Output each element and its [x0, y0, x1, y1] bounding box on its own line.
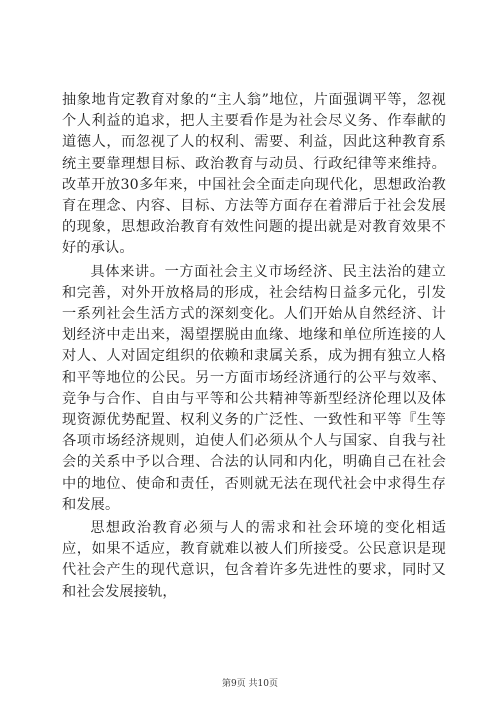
paragraph-2: 具体来讲。一方面社会主义市场经济、民主法治的建立和完善，对外开放格局的形成，社会结构日益多元化，引发一系列社会生活方式的深刻变化。人们开始从自然经济、计划经济中走出来，渴望摆脱由血缘、地缘和单位所连接的人对人、人对固定组织的依赖和隶属关系，成为拥有独立人格和平等地位的公民。另一方面市场经济通行的公平与效率、竞争与合作、自由与平等和公共精神等新型经济伦理以及体现资源优势配置、权利义务的广泛性、一致性和平等『生等各项市场经济规则，迫使人们必须从个人与国家、自我与社会的关系中予以合理、合法的认同和内化，明确自己在社会中的地位、使命和责任，否则就无法在现代社会中求得生存和发展。	[62, 263, 446, 513]
page-footer: 第9页 共10页	[221, 679, 279, 689]
paragraph-3: 思想政治教育必须与人的需求和社会环境的变化相适应，如果不适应，教育就难以被人们所接受。公民意识是现代社会产生的现代意识，包含着许多先进性的要求，同时又和社会发展接轨，	[62, 520, 446, 600]
paragraph-1: 抽象地肯定教育对象的“主人翁”地位，片面强调平等，忽视个人利益的追求，把人主要看作是为社会尽义务、作奉献的道德人，而忽视了人的权利、需要、利益，因此这种教育系统主要靠理想目标、政治教育与动员、行政纪律等来维持。改革开放30多年来，中国社会全面走向现代化，思想政治教育在理念、内容、目标、方法等方面存在着滞后于社会发展的现象，思想政治教育有效性问题的提出就是对教育效果不好的承认。	[62, 92, 446, 257]
body-text	[62, 90, 446, 603]
